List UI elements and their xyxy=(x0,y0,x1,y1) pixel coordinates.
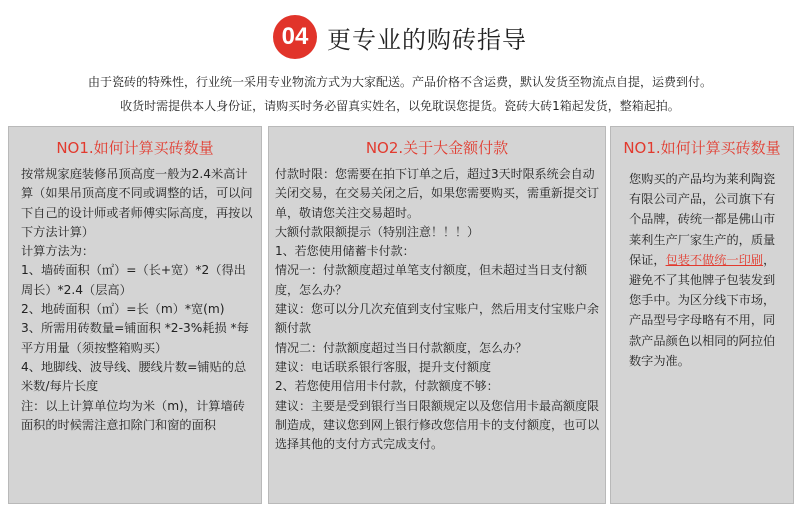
panel-title: NO2.关于大金额付款 xyxy=(365,139,509,157)
section-title: 更专业的购砖指导 xyxy=(327,25,527,54)
panel-body xyxy=(269,165,605,454)
panel-line: 建议：您可以分几次充值到支付宝账户，然后用支付宝账户余额付款 xyxy=(275,302,600,336)
panel-calc-quantity xyxy=(8,126,262,504)
panel-line: 注：以上计算单位均为米（m)，计算墙砖面积的时候需注意扣除门和窗的面积 xyxy=(21,398,245,432)
panel-title: NO1.如何计算买砖数量 xyxy=(56,139,214,157)
intro-text xyxy=(0,70,800,118)
panel-brand-note xyxy=(610,126,794,504)
panel-line: 1、若您使用储蓄卡付款： xyxy=(275,244,415,259)
panel-line: 情况一：付款额度超过单笔支付额度，但未超过当日支付额度，怎么办？ xyxy=(275,263,588,297)
panel-line: 大额付款限额提示（特别注意！！！） xyxy=(275,224,480,239)
brand-note-text: 您购买的产品均为莱利陶瓷有限公司产品，公司旗下有个品牌，砖统一都是佛山市莱利生产厂家生产的，质量保证， xyxy=(629,172,776,267)
intro-line-1: 由于瓷砖的特殊性，行业统一采用专业物流方式为大家配送。产品价格不含运费，默认发货至物流点自提，运费到付。 xyxy=(87,75,712,89)
panel-line: 2、若您使用信用卡付款，付款额度不够： xyxy=(275,379,499,394)
packaging-warning: 包装不做统一印刷 xyxy=(665,252,764,267)
panel-line: 3、所需用砖数量=铺面积 *2-3%耗损 *每平方用量（须按整箱购买） xyxy=(21,321,249,355)
panel-large-payment xyxy=(268,126,606,504)
brand-note-text-end: ，避免不了其他牌子包装发到您手中。为区分线下市场，产品型号字母略有不用，同款产品颜色以相同的阿拉伯数字为准。 xyxy=(629,252,776,368)
panel-line: 情况二：付款额度超过当日付款额度，怎么办？ xyxy=(275,340,528,355)
panel-line: 建议：主要是受到银行当日限额规定以及您信用卡最高额度限制造成，建议您到网上银行修改您信用卡的支付额度，也可以选择其他的支付方式完成支付。 xyxy=(275,398,600,452)
panel-line: 付款时限：您需要在拍下订单之后，超过3天时限系统会自动关闭交易，在交易关闭之后，如果您需要购买，需重新提交订单，敬请您关注交易超时。 xyxy=(275,167,600,220)
panel-body xyxy=(611,165,793,371)
intro-line-2: 收货时需提供本人身份证，请购买时务必留真实姓名，以免耽误您提货。瓷砖大砖1箱起发货，整箱起拍。 xyxy=(120,99,680,113)
panel-line: 建议：电话联系银行客服，提升支付额度 xyxy=(275,359,492,374)
panel-title: NO1.如何计算买砖数量 xyxy=(623,139,781,157)
section-header xyxy=(0,14,800,60)
info-panels xyxy=(0,126,800,510)
panel-line: 2、地砖面积（㎡）=长（m）*宽(m) xyxy=(21,302,225,317)
section-number-badge: 04 xyxy=(273,15,317,59)
panel-line: 1、墙砖面积（㎡）=（长+宽）*2（得出周长）*2.4（层高） xyxy=(21,263,246,297)
panel-body xyxy=(9,165,261,435)
panel-line: 4、地脚线、波导线、腰线片数=铺贴的总米数/每片长度 xyxy=(21,359,247,394)
panel-line: 按常规家庭装修吊顶高度一般为2.4米高计算（如果吊顶高度不同或调整的话，可以问下自己的设计师或者师傅实际高度，再按以下方法计算） xyxy=(21,167,253,239)
panel-line: 计算方法为： xyxy=(21,244,95,259)
